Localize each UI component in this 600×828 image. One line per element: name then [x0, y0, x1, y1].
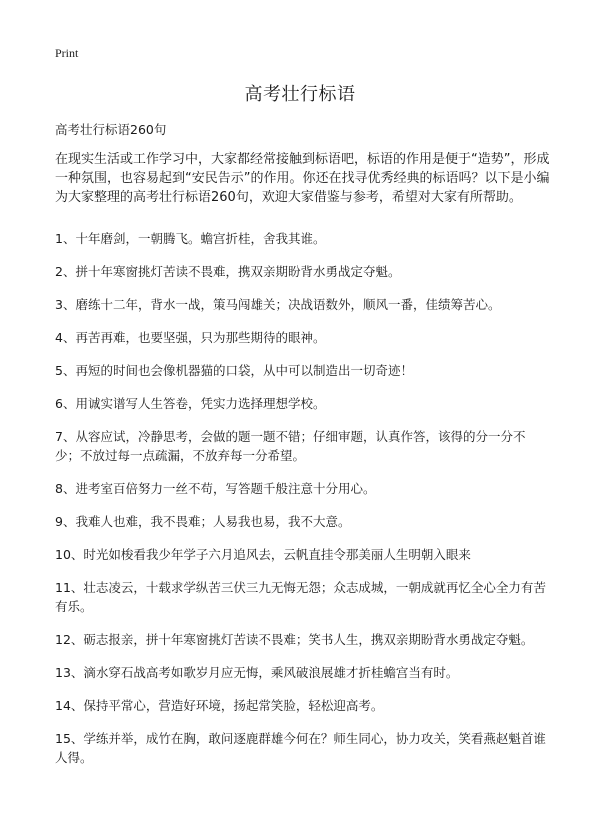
list-item: 13、滴水穿石战高考如歌岁月应无悔，乘风破浪展雄才折桂蟾宫当有时。 [55, 665, 459, 680]
list-item: 4、再苦再难，也要坚强，只为那些期待的眼神。 [55, 330, 326, 345]
list-item: 9、我难人也难，我不畏难；人易我也易，我不大意。 [55, 514, 351, 529]
list-item: 3、磨练十二年，背水一战，策马闯雄关；决战语数外，顺风一番，佳绩筹苦心。 [55, 297, 501, 312]
list-item: 14、保持平常心，营造好环境，扬起常笑脸，轻松迎高考。 [55, 698, 384, 713]
list-item: 11、壮志凌云，十载求学纵苦三伏三九无悔无怨；众志成城，一朝成就再忆全心全力有苦有乐。 [55, 580, 546, 614]
page-title: 高考壮行标语 [244, 84, 356, 105]
list-item: 8、进考室百倍努力一丝不苟，写答题千般注意十分用心。 [55, 481, 376, 496]
list-item: 2、拼十年寒窗挑灯苦读不畏难，携双亲期盼背水勇战定夺魁。 [55, 264, 401, 279]
intro-paragraph: 在现实生活或工作学习中，大家都经常接触到标语吧，标语的作用是便于“造势”，形成一种氛围，也容易起到“安民告示”的作用。你还在找寻优秀经典的标语吗？以下是小编为大家整理的高考壮行标语260句，欢迎大家借鉴与参考，希望对大家有所帮助。 [55, 152, 550, 205]
slogan-list [55, 229, 550, 781]
list-item: 6、用诚实谱写人生答卷，凭实力选择理想学校。 [55, 396, 326, 411]
list-item: 7、从容应试，冷静思考，会做的题一题不错；仔细审题，认真作答，该得的分一分不少；不放过每一点疏漏，不放弃每一分希望。 [55, 429, 526, 463]
article-subtitle: 高考壮行标语260句 [55, 122, 167, 137]
list-item: 5、再短的时间也会像机器猫的口袋，从中可以制造出一切奇迹！ [55, 363, 413, 378]
list-item: 10、时光如梭看我少年学子六月追风去，云帆直挂令那美丽人生明朝入眼来 [55, 547, 471, 562]
print-link[interactable]: Print [55, 46, 79, 60]
list-item: 1、十年磨剑，一朝腾飞。蟾宫折桂，舍我其谁。 [55, 231, 326, 246]
list-item: 15、学练并举，成竹在胸，敢问逐鹿群雄今何在？师生同心，协力攻关，笑看燕赵魁首谁人得。 [55, 731, 546, 765]
list-item: 12、砺志报亲，拼十年寒窗挑灯苦读不畏难；笑书人生，携双亲期盼背水勇战定夺魁。 [55, 632, 534, 647]
